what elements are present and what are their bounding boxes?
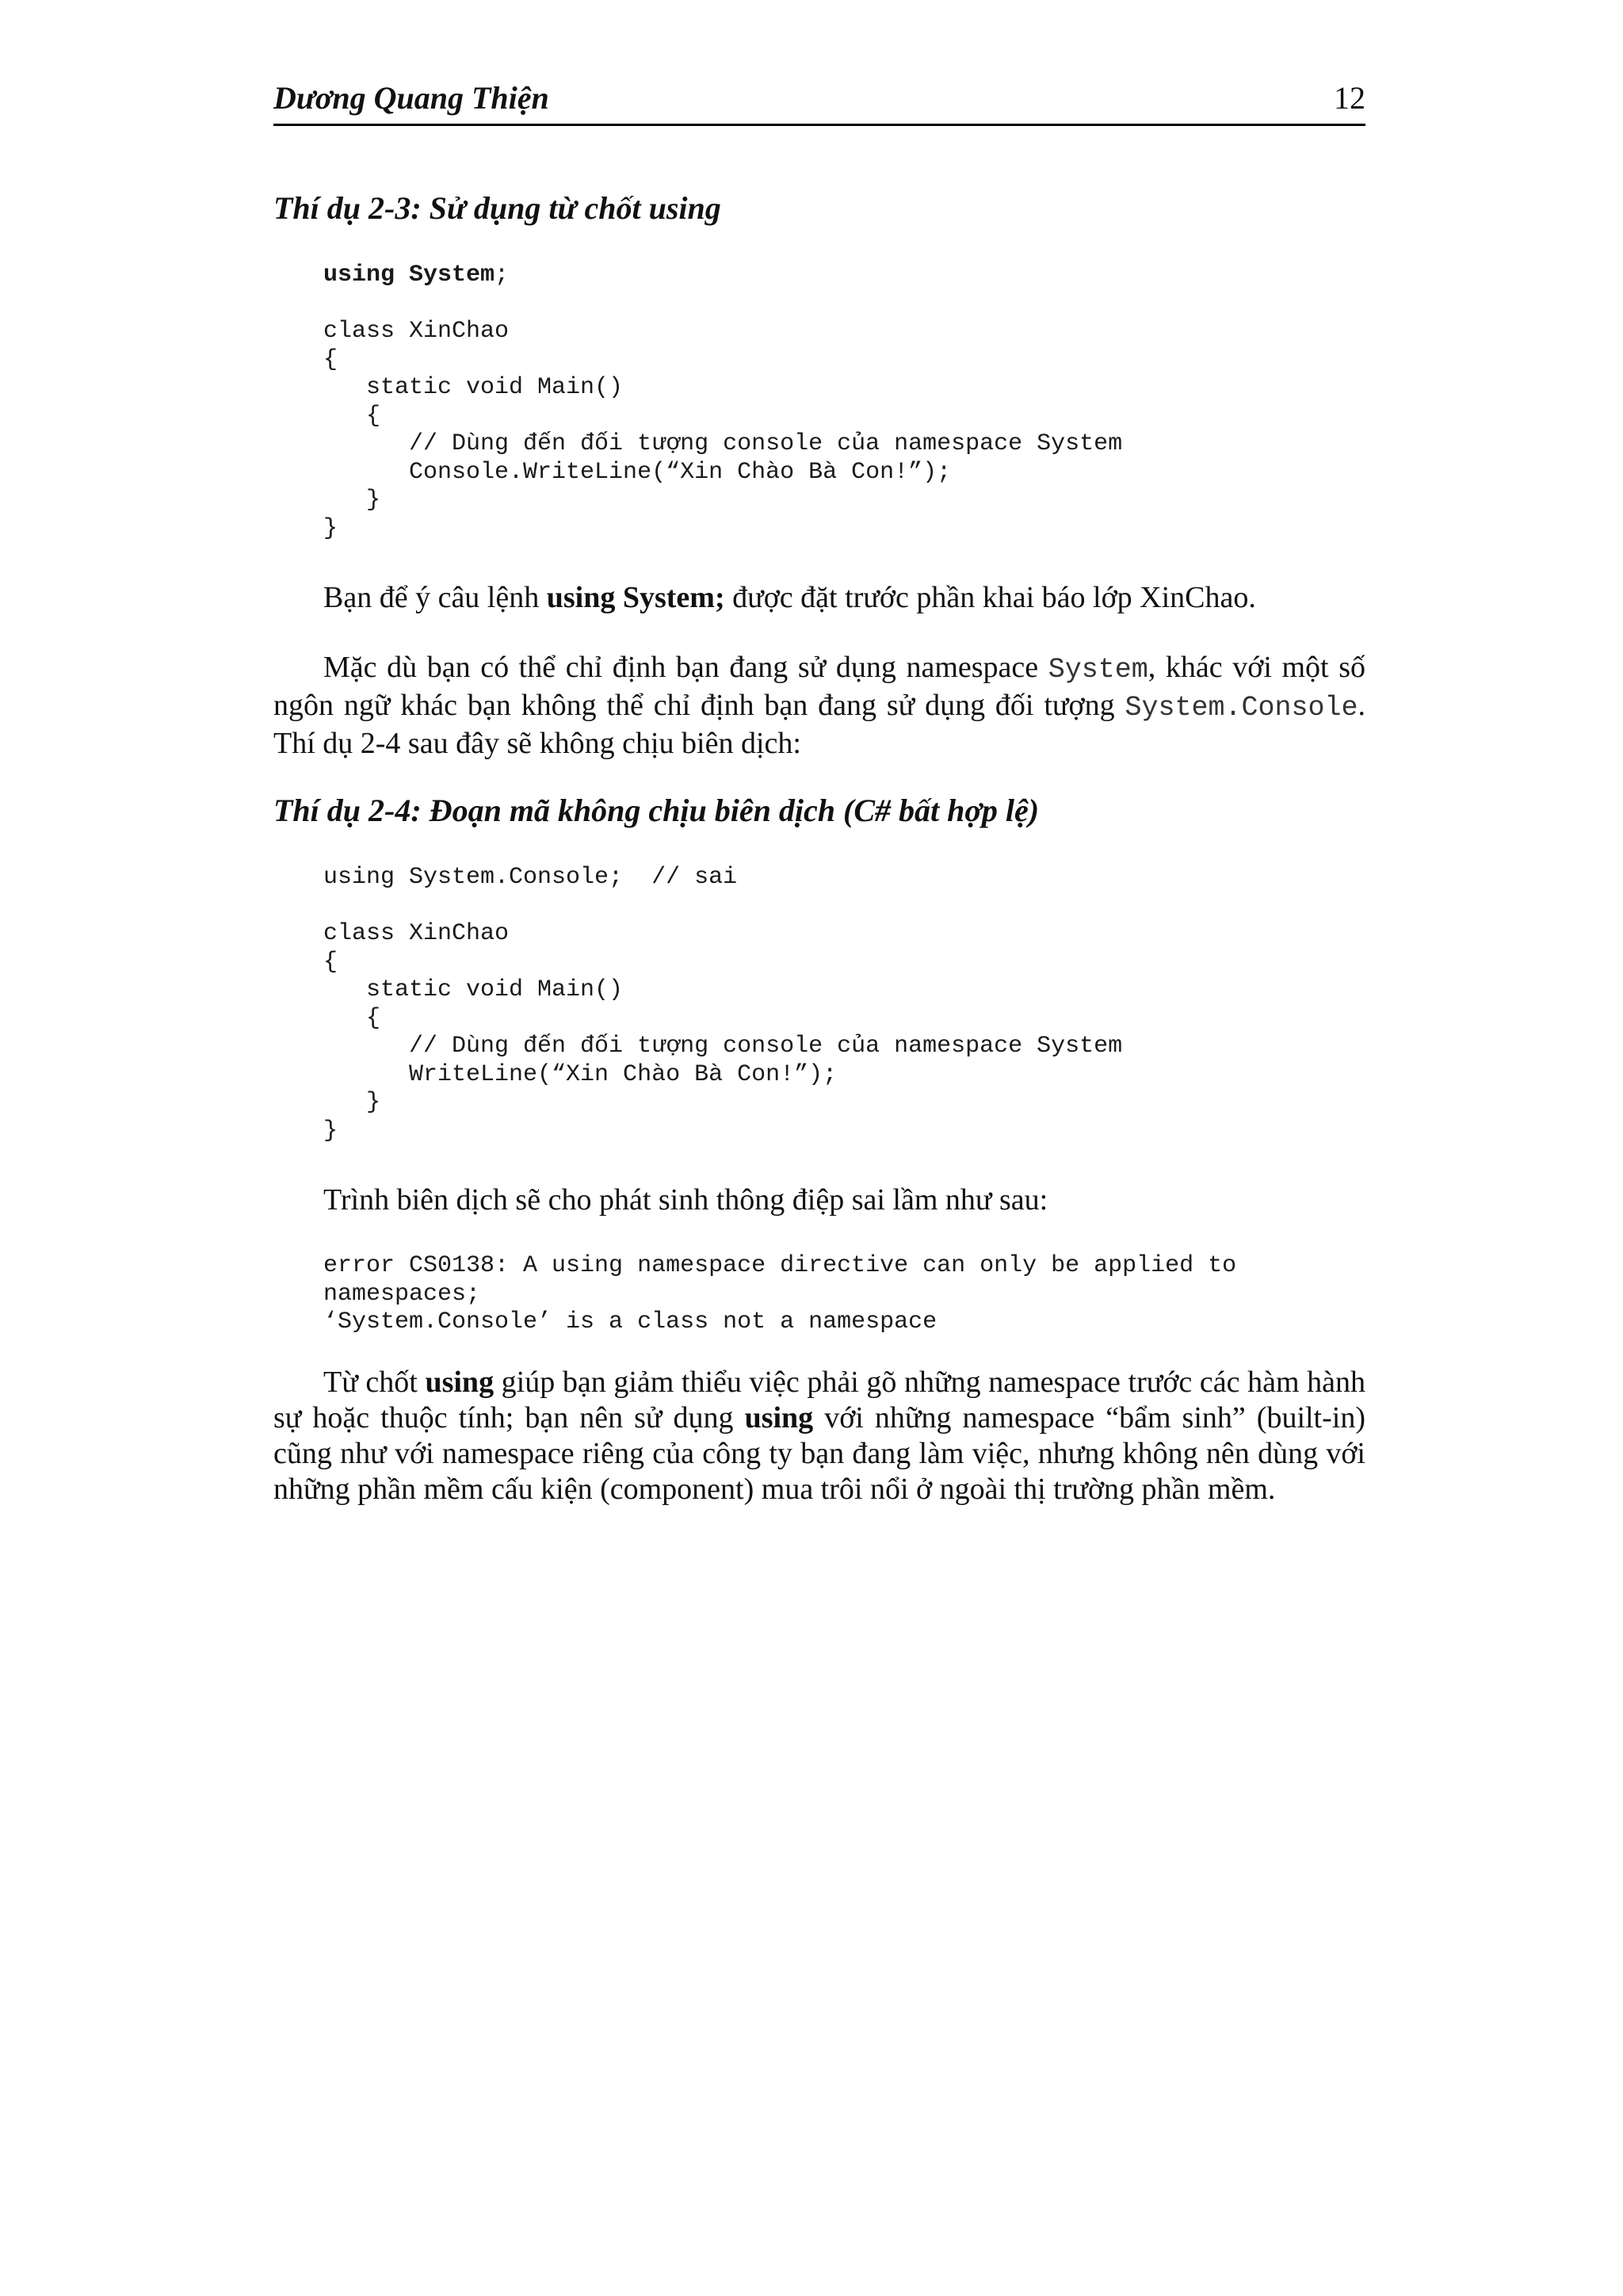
code-line (323, 892, 1122, 921)
paragraph-using-system-note (273, 580, 1365, 616)
document-page (273, 0, 1365, 2296)
text-run: được đặt trước phần khai báo lớp XinChao. (724, 581, 1256, 614)
code-text: ; (495, 262, 510, 288)
code-line: { (323, 402, 381, 430)
code-line: class XinChao (323, 920, 510, 947)
code-line: // Dùng đến đối tượng console của namespace System (323, 430, 1123, 457)
text-run: Từ chốt (323, 1366, 426, 1399)
example-2-4-title: Thí dụ 2-4: Đoạn mã không chịu biên dịch (C# bất hợp lệ) (273, 793, 1040, 828)
paragraph-namespace-explanation (273, 650, 1365, 762)
inline-code: System.Console (1125, 692, 1358, 724)
code-line: // Dùng đến đối tượng console của namespace System (323, 1033, 1123, 1060)
code-line: error CS0138: A using namespace directive can only be applied to (323, 1252, 1237, 1279)
code-line: class XinChao (323, 318, 510, 345)
text-run: . Thí dụ 2-4 sau đây sẽ không chịu biên dịch: (273, 689, 1365, 760)
paragraph-using-advice (273, 1365, 1365, 1507)
code-line: { (323, 1004, 381, 1032)
code-line: ‘System.Console’ is a class not a namespace (323, 1308, 938, 1335)
text-run: Bạn để ý câu lệnh (323, 581, 547, 614)
code-line: { (323, 948, 338, 976)
inline-code: System (1048, 654, 1148, 686)
code-line: } (323, 1117, 338, 1144)
text-bold: using (425, 1366, 495, 1399)
example-2-3-code (323, 262, 1122, 543)
code-line: } (323, 487, 381, 514)
text-run: , khác với một số ngôn ngữ khác bạn không thể chỉ định bạn đang sử dụng đối tượng (273, 651, 1365, 722)
code-line: Console.WriteLine(“Xin Chào Bà Con!”); (323, 458, 952, 486)
header-author: Dương Quang Thiện (273, 80, 549, 116)
text-bold: using System; (546, 581, 725, 614)
code-keyword: using System (323, 262, 495, 288)
code-line: using System.Console; // sai (323, 864, 738, 891)
text-run: giúp bạn giảm thiểu việc phải gõ những namespace trước các hàm hành sự hoặc thuộc tính; bạn nên sử dụng (273, 1366, 1366, 1435)
text-run: với những namespace “bẩm sinh” (built-in) cũng như với namespace riêng của công ty bạn đang làm việc, nhưng không nên dùng với những phần mềm cấu kiện (component) mua trôi nổi ở ngoài thị trường phần mềm. (273, 1401, 1365, 1506)
text-run: Mặc dù bạn có thể chỉ định bạn đang sử dụng namespace (323, 651, 1048, 684)
page-number: 12 (1334, 80, 1365, 116)
code-line: WriteLine(“Xin Chào Bà Con!”); (323, 1060, 838, 1088)
code-line: } (323, 1089, 381, 1116)
paragraph-compiler-error-intro: Trình biên dịch sẽ cho phát sinh thông điệp sai lầm như sau: (323, 1183, 1048, 1217)
code-line: namespaces; (323, 1280, 481, 1308)
example-2-4-code (323, 864, 1122, 1145)
page-header (273, 76, 1365, 126)
code-line: } (323, 514, 338, 542)
code-line: static void Main() (323, 374, 624, 401)
example-2-3-title: Thí dụ 2-3: Sử dụng từ chốt using (273, 190, 721, 226)
text-bold: using (744, 1401, 814, 1435)
code-line: { (323, 346, 338, 373)
code-line: static void Main() (323, 976, 624, 1003)
compiler-error-output (323, 1252, 1236, 1337)
code-line (323, 290, 1122, 319)
code-line (323, 262, 1122, 290)
